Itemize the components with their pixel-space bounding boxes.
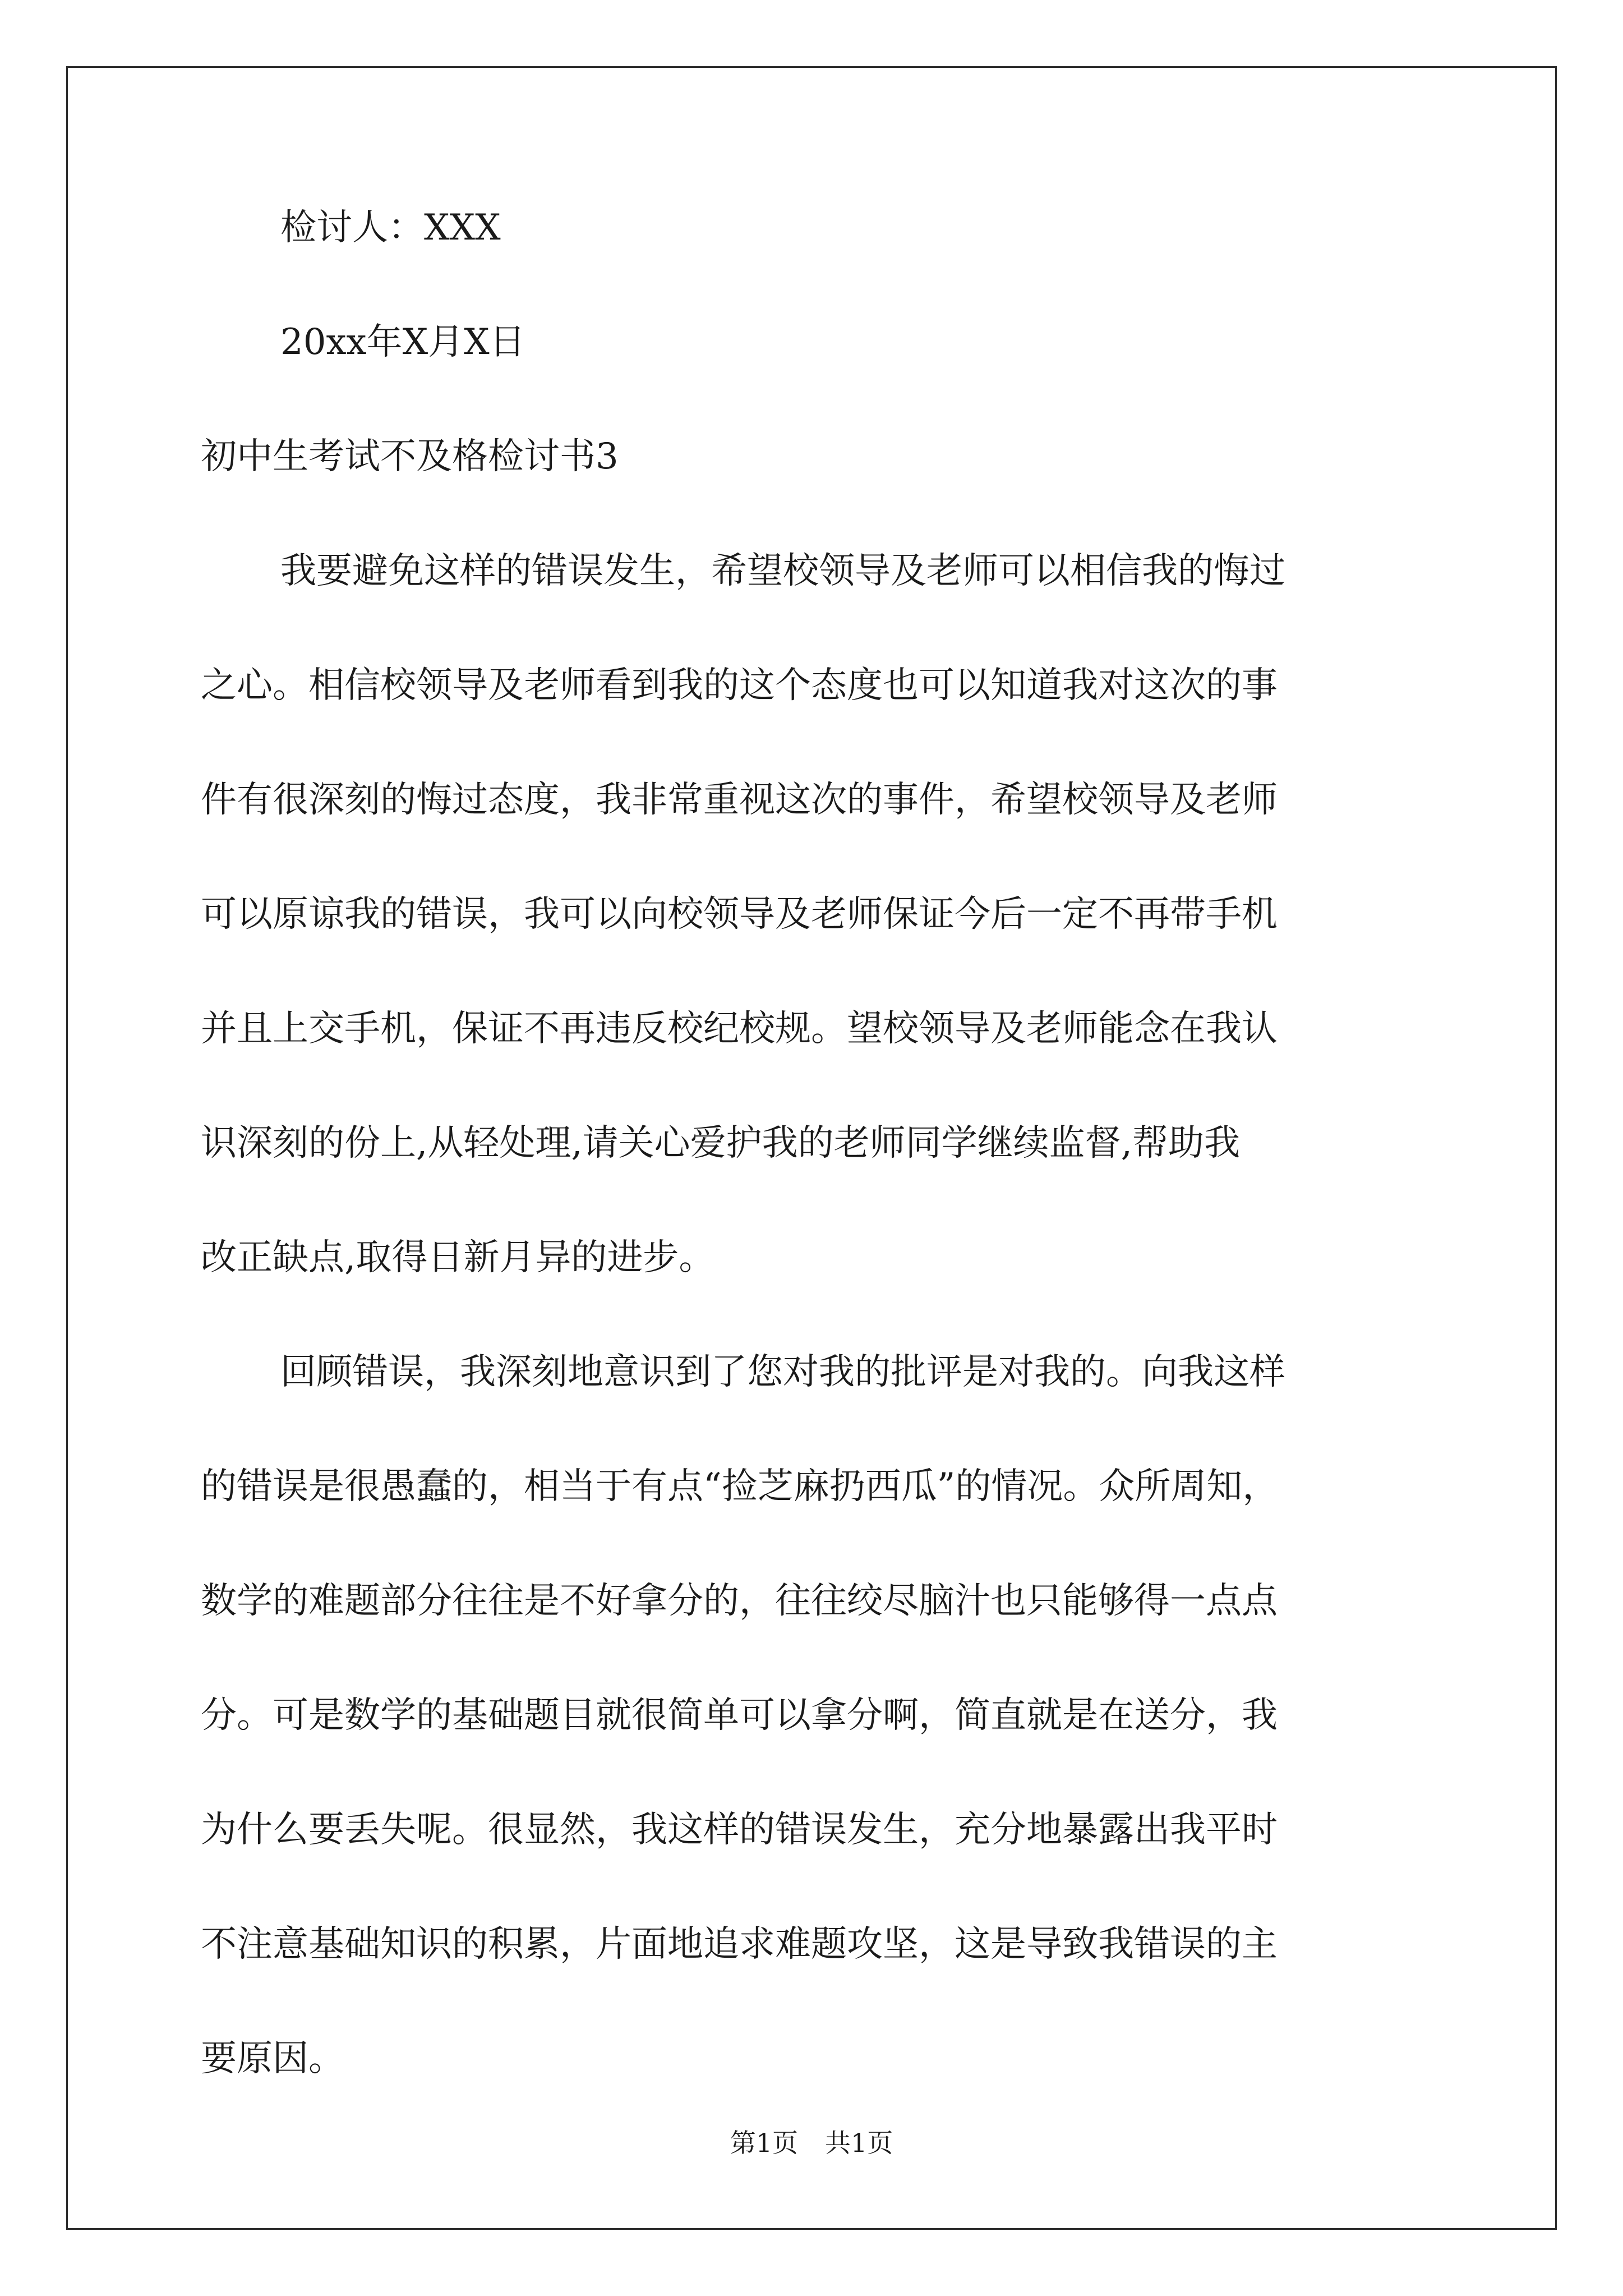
paragraph-line: 之心。相信校领导及老师看到我的这个态度也可以知道我对这次的事: [201, 665, 1278, 706]
paragraph-1: [201, 545, 1423, 1283]
document-body: [201, 202, 1423, 2147]
paragraph-line: 件有很深刻的悔过态度，我非常重视这次的事件，希望校领导及老师: [201, 779, 1278, 821]
paragraph-line: 可以原谅我的错误，我可以向校领导及老师保证今后一定不再带手机: [201, 894, 1278, 935]
paragraph-line: 要原因。: [201, 2038, 344, 2079]
paragraph-2: [201, 1346, 1423, 2085]
paragraph-line: 为什么要丢失呢。很显然，我这样的错误发生，充分地暴露出我平时: [201, 1809, 1278, 1851]
paragraph-line: 分。可是数学的基础题目就很简单可以拿分啊，简直就是在送分，我: [201, 1695, 1278, 1736]
reviewer-signature: 检讨人：XXX: [280, 207, 501, 249]
paragraph-line: 数学的难题部分往往是不好拿分的，往往绞尽脑汁也只能够得一点点: [201, 1580, 1278, 1622]
section-heading: 初中生考试不及格检讨书3: [201, 436, 619, 477]
paragraph-line: 我要避免这样的错误发生，希望校领导及老师可以相信我的悔过: [280, 550, 1285, 592]
paragraph-line: 并且上交手机，保证不再违反校纪校规。望校领导及老师能念在我认: [201, 1008, 1278, 1050]
signature-date: 20xx年X月X日: [280, 321, 525, 363]
page-total: 共1页: [825, 2128, 893, 2158]
paragraph-line: 不注意基础知识的积累，片面地追求难题攻坚，这是导致我错误的主: [201, 1924, 1278, 1965]
paragraph-line: 的错误是很愚蠢的，相当于有点“捡芝麻扔西瓜”的情况。众所周知，: [201, 1466, 1279, 1507]
paragraph-line: 识深刻的份上,从轻处理,请关心爱护我的老师同学继续监督,帮助我: [201, 1122, 1241, 1164]
page-footer: [0, 2127, 1623, 2159]
paragraph-line: 回顾错误，我深刻地意识到了您对我的批评是对我的。向我这样: [280, 1351, 1285, 1393]
paragraph-line: 改正缺点,取得日新月异的进步。: [201, 1237, 715, 1278]
page-number: 第1页: [730, 2128, 798, 2158]
